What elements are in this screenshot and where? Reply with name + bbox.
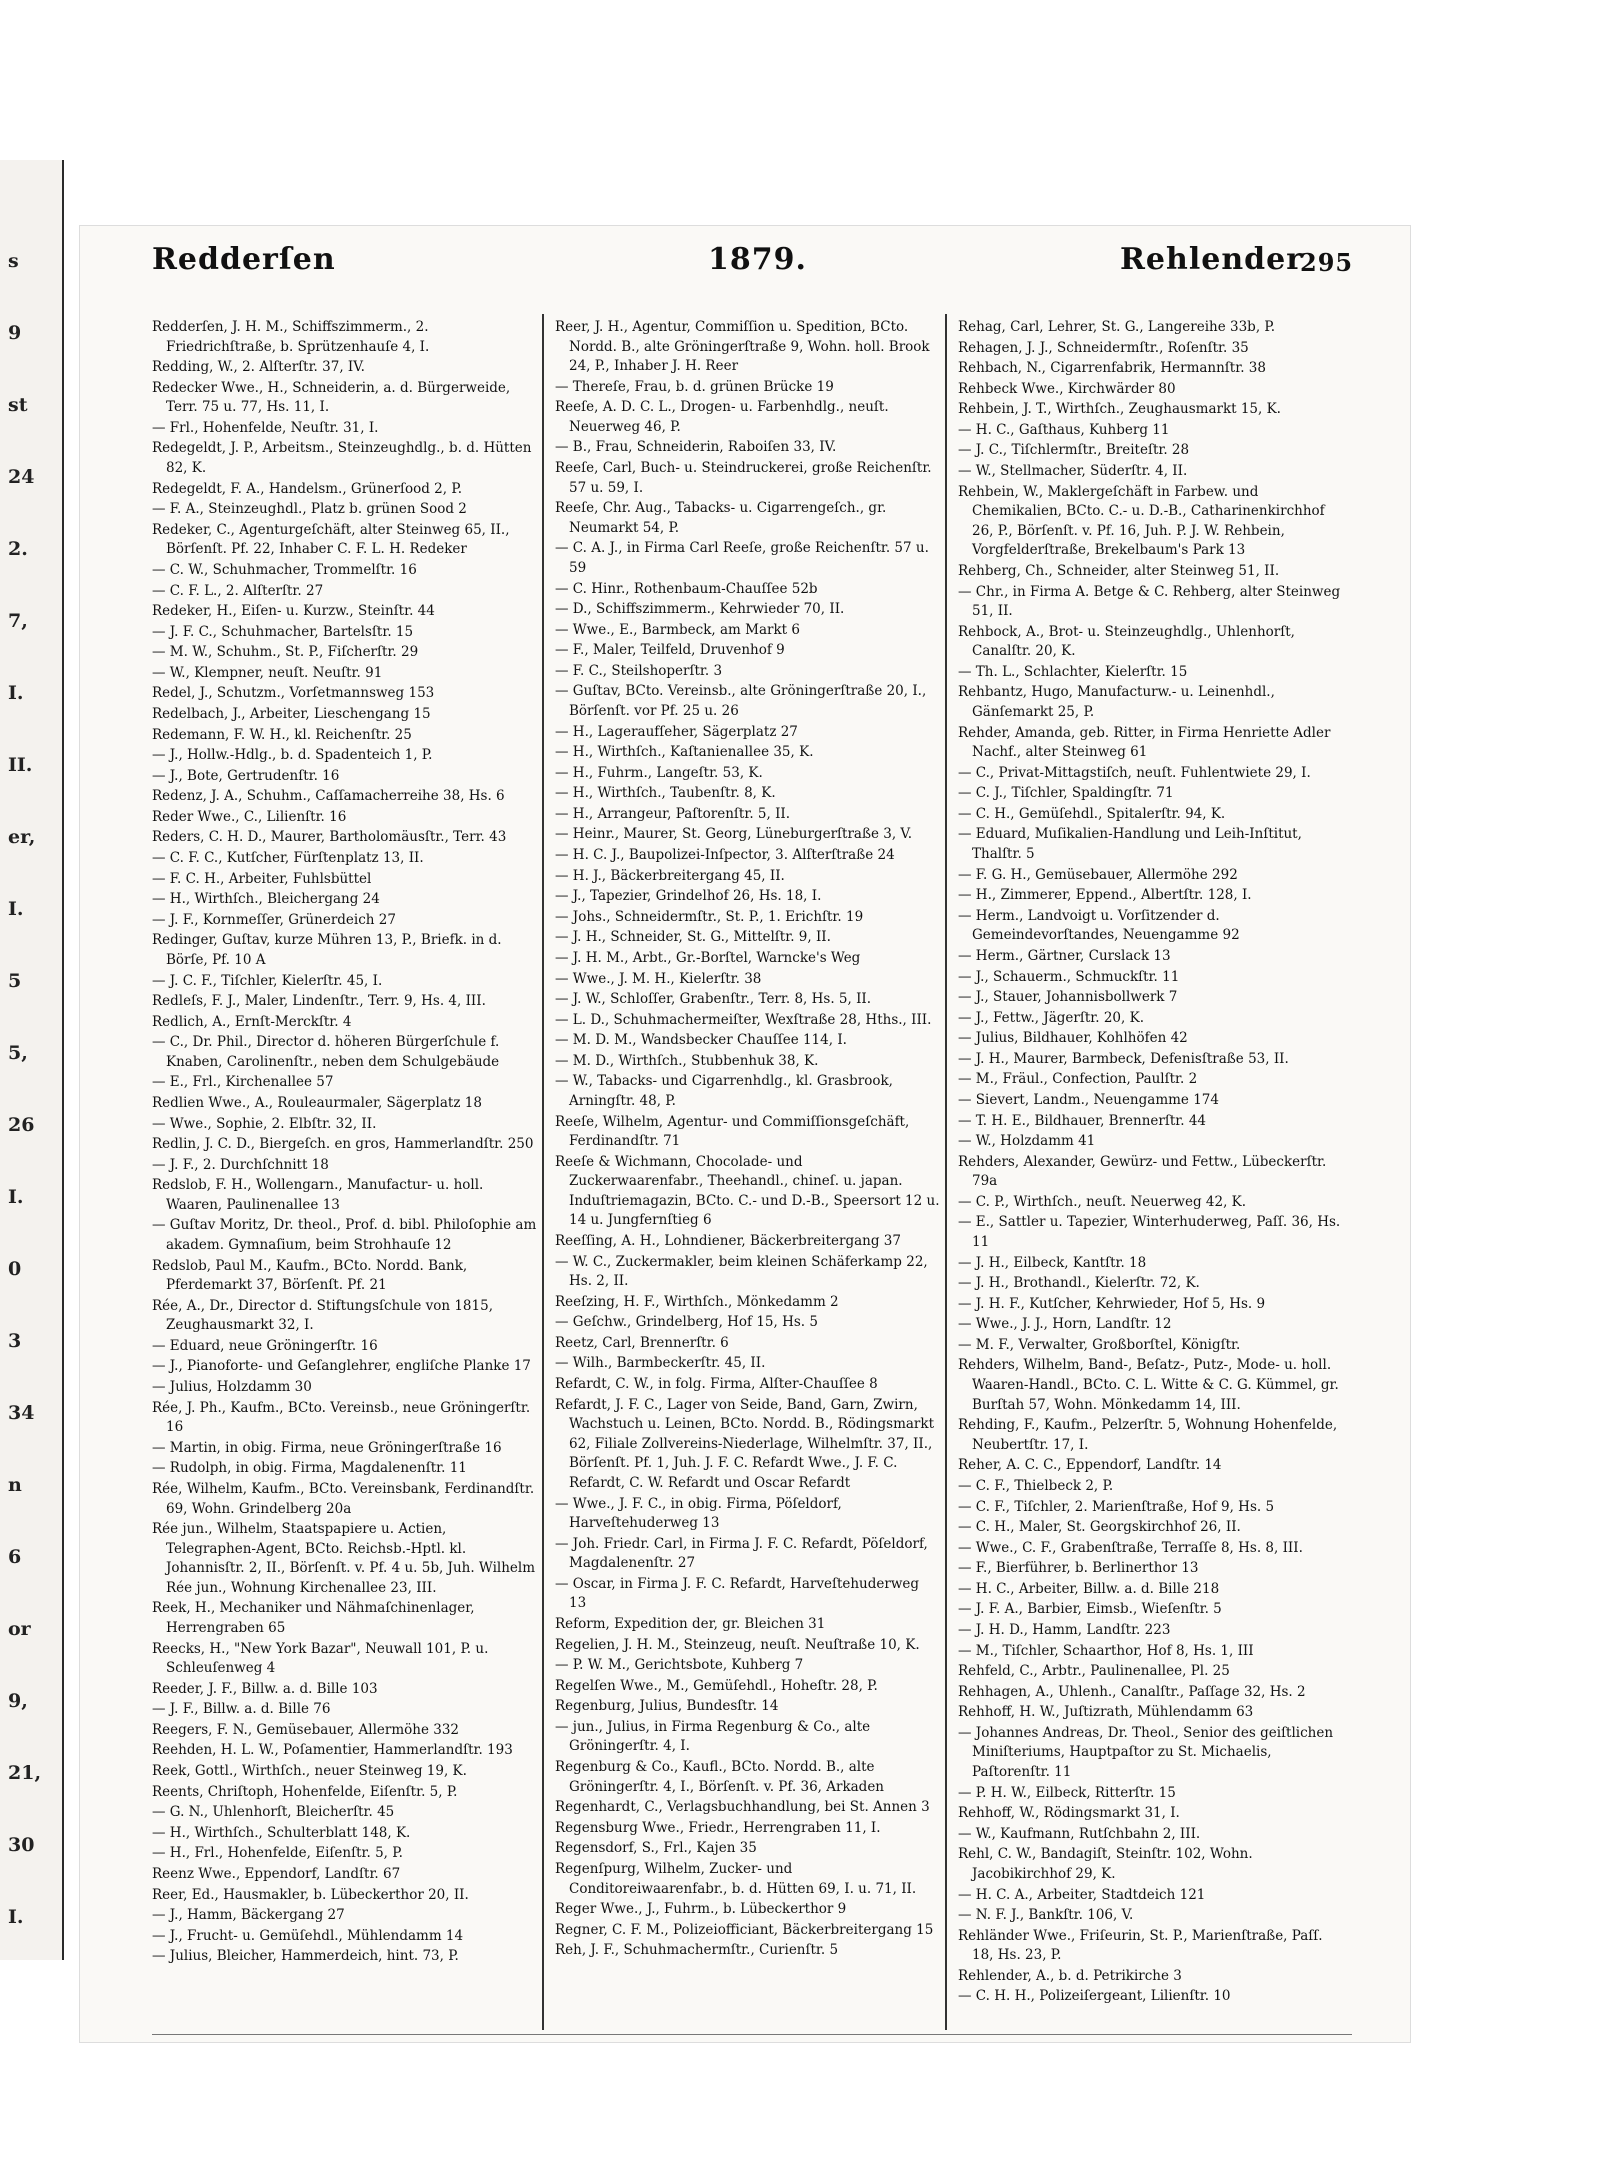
directory-entry: — J. C., Tiſchlermſtr., Breiteſtr. 28 <box>958 442 1190 459</box>
directory-entry: — H., Zimmerer, Eppend., Albertſtr. 128, I. <box>958 887 1252 904</box>
directory-entry: — Wwe., Sophie, 2. Elbſtr. 32, II. <box>152 1115 377 1132</box>
directory-entry: — Rudolph, in obig. Firma, Magdalenenſtr. 11 <box>152 1460 467 1477</box>
directory-entry: — J. F., Kornmeſſer, Grünerdeich 27 <box>152 911 396 928</box>
directory-entry: Reeſe, Wilhelm, Agentur- und Commiſſionsgeſchäft, Ferdinandſtr. 71 <box>555 1113 910 1150</box>
directory-entry: Reger Wwe., J., Fuhrm., b. Lübeckerthor 9 <box>555 1901 847 1918</box>
directory-entry: Rehhagen, A., Uhlenh., Canalſtr., Paſſage 32, Hs. 2 <box>958 1683 1306 1700</box>
directory-entry: — Oscar, in Firma J. F. C. Refardt, Harveſtehuderweg 13 <box>555 1575 920 1612</box>
directory-entry: — C. P., Wirthſch., neuſt. Neuerweg 42, K. <box>958 1193 1247 1210</box>
directory-entry: — D., Schiffszimmerm., Kehrwieder 70, II. <box>555 601 845 618</box>
directory-entry: — Martin, in obig. Firma, neue Gröningerſtraße 16 <box>152 1439 502 1456</box>
directory-entry: — W., Kaufmann, Rutſchbahn 2, III. <box>958 1825 1201 1842</box>
directory-entry: Refardt, C. W., in folg. Firma, Alſter-Chauſſee 8 <box>555 1376 878 1393</box>
edge-fragment: 9, <box>8 1690 28 1712</box>
directory-entry: — M. D. M., Wandsbecker Chauſſee 114, I. <box>555 1032 847 1049</box>
directory-entry: — B., Frau, Schneiderin, Raboiſen 33, IV. <box>555 439 837 456</box>
directory-entry: — Heinr., Maurer, St. Georg, Lüneburgerſtraße 3, V. <box>555 826 913 843</box>
directory-entry: Redlin, J. C. D., Biergeſch. en gros, Hammerlandſtr. 250 <box>152 1136 534 1153</box>
directory-entry: — L. D., Schuhmachermeiſter, Wexſtraße 28, Hths., III. <box>555 1011 932 1028</box>
directory-entry: Rehbock, A., Brot- u. Steinzeughdlg., Uhlenhorſt, Canalſtr. 20, K. <box>958 623 1295 660</box>
directory-entry: — J., Bote, Gertrudenſtr. 16 <box>152 767 340 784</box>
edge-fragment: II. <box>8 754 33 776</box>
directory-entry: — W., Holzdamm 41 <box>958 1133 1096 1150</box>
directory-entry: Regner, C. F. M., Polizeiofficiant, Bäckerbreitergang 15 <box>555 1921 934 1938</box>
directory-entry: — C. H., Maler, St. Georgskirchhof 26, II. <box>958 1519 1241 1536</box>
bottom-rule <box>152 2034 1352 2035</box>
directory-entry: — J., Hamm, Bäckergang 27 <box>152 1907 345 1924</box>
directory-entry: Regensburg Wwe., Friedr., Herrengraben 11, I. <box>555 1819 881 1836</box>
directory-entry: Regensdorf, S., Frl., Kajen 35 <box>555 1840 757 1857</box>
directory-entry: Rehhoff, H. W., Juſtizrath, Mühlendamm 63 <box>958 1704 1254 1721</box>
directory-entry: Regenſpurg, Wilhelm, Zucker- und Conditoreiwaarenfabr., b. d. Hütten 69, I. u. 71, II. <box>555 1860 917 1897</box>
directory-entry: Rée, Wilhelm, Kaufm., BCto. Vereinsbank, Ferdinandſtr. 69, Wohn. Grindelberg 20a <box>152 1480 535 1517</box>
directory-entry: Reform, Expedition der, gr. Bleichen 31 <box>555 1616 826 1632</box>
directory-entry: — J. C. F., Tiſchler, Kielerſtr. 45, I. <box>152 972 383 989</box>
directory-entry: — jun., Julius, in Firma Regenburg & Co., alte Gröningerſtr. 4, I. <box>555 1718 871 1755</box>
directory-entry: Rehbantz, Hugo, Manufacturw.- u. Leinenhdl., Gänſemarkt 25, P. <box>958 684 1275 720</box>
directory-entry: Redslob, Paul M., Kaufm., BCto. Nordd. Bank, Pferdemarkt 37, Börſenſt. Pf. 21 <box>152 1257 468 1294</box>
directory-entry: — F. C., Steilshoperſtr. 3 <box>555 662 723 679</box>
directory-entry: Rehbach, N., Cigarrenfabrik, Hermannſtr. 38 <box>958 360 1266 377</box>
directory-entry: — Geſchw., Grindelberg, Hof 15, Hs. 5 <box>555 1314 818 1331</box>
directory-entry: Reek, Gottl., Wirthſch., neuer Steinweg 19, K. <box>152 1763 467 1780</box>
directory-entry: — Wilh., Barmbeckerſtr. 45, II. <box>555 1355 766 1372</box>
directory-entry: — Chr., in Firma A. Betge & C. Rehberg, alter Steinweg 51, II. <box>958 583 1341 620</box>
directory-entry: Rehders, Alexander, Gewürz- und Fettw., Lübeckerſtr. 79a <box>958 1153 1327 1190</box>
edge-fragment: I. <box>8 1906 24 1928</box>
directory-entry: Reek, H., Mechaniker und Nähmaſchinenlager, Herrengraben 65 <box>152 1600 475 1636</box>
directory-entry: — C. F., Thielbeck 2, P. <box>958 1477 1114 1494</box>
directory-entry: — Julius, Bleicher, Hammerdeich, hint. 73, P. <box>152 1948 459 1965</box>
directory-entry: — C. H. H., Polizeiſergeant, Lilienſtr. 10 <box>958 1988 1231 2005</box>
directory-entry: — J. H. D., Hamm, Landſtr. 223 <box>958 1622 1171 1638</box>
directory-entry: — Th. L., Schlachter, Kielerſtr. 15 <box>958 663 1188 680</box>
directory-entry: — C., Privat-Mittagstiſch, neuſt. Fuhlentwiete 29, I. <box>958 764 1311 781</box>
edge-fragment: st <box>8 394 28 416</box>
directory-entry: — Herm., Landvoigt u. Vorſitzender d. Gemeindevorſtandes, Neuengamme 92 <box>958 907 1240 944</box>
directory-entry: Regenburg & Co., Kaufl., BCto. Nordd. B., alte Gröningerſtr. 4, I., Börſenſt. v. Pf. 36, Arkaden <box>555 1759 885 1795</box>
directory-entry: Redding, W., 2. Alſterſtr. 37, IV. <box>152 359 365 376</box>
directory-entry: — J. F. C., Schuhmacher, Bartelsſtr. 15 <box>152 623 414 640</box>
directory-entry: — Eduard, Muſikalien-Handlung und Leih-Inſtitut, Thalſtr. 5 <box>958 826 1302 863</box>
edge-fragment: 9 <box>8 322 22 344</box>
directory-entry: Reeſſing, A. H., Lohndiener, Bäckerbreitergang 37 <box>555 1233 901 1250</box>
directory-entry: Reegers, F. N., Gemüsebauer, Allermöhe 332 <box>152 1721 460 1738</box>
directory-entry: — Sievert, Landm., Neuengamme 174 <box>958 1091 1219 1108</box>
directory-entry: — F., Bierführer, b. Berlinerthor 13 <box>958 1560 1199 1577</box>
directory-entry: Rehbeck Wwe., Kirchwärder 80 <box>958 380 1176 397</box>
directory-entry: Reher, A. C. C., Eppendorf, Landſtr. 14 <box>958 1457 1222 1474</box>
running-head-right: Rehlender <box>1120 242 1303 277</box>
directory-entry: Redleſs, F. J., Maler, Lindenſtr., Terr. 9, Hs. 4, III. <box>152 993 486 1010</box>
directory-entry: Reeſe, A. D. C. L., Drogen- u. Farbenhdlg., neuſt. Neuerweg 46, P. <box>555 399 889 435</box>
directory-entry: — J. F., 2. Durchſchnitt 18 <box>152 1156 329 1173</box>
directory-entry: Rée, A., Dr., Director d. Stiftungsſchule von 1815, Zeughausmarkt 32, I. <box>152 1297 493 1334</box>
edge-fragment: n <box>8 1474 22 1496</box>
directory-entry: Rée jun., Wilhelm, Staatspapiere u. Actien, Telegraphen-Agent, BCto. Reichsb.-Hptl. kl. Johannisſtr. 2, II., Börſenſt. v. Pf. 4 u. 5b, Juh. Wilhelm Rée jun., Wohnung Kirchenallee 23, III. <box>152 1521 536 1596</box>
directory-entry: — H., Wirthſch., Bleichergang 24 <box>152 891 380 908</box>
directory-entry: Reeſe, Chr. Aug., Tabacks- u. Cigarrengeſch., gr. Neumarkt 54, P. <box>555 500 887 536</box>
directory-entry: — J., Hollw.-Hdlg., b. d. Spadenteich 1, P. <box>152 747 433 764</box>
directory-entry: Redeker, H., Eiſen- u. Kurzw., Steinſtr. 44 <box>152 603 435 620</box>
column-divider <box>945 314 947 2030</box>
directory-entry: Rehbein, J. T., Wirthſch., Zeughausmarkt 15, K. <box>958 401 1281 418</box>
edge-fragment: 24 <box>8 466 35 488</box>
directory-entry: — C. J., Tiſchler, Spaldingſtr. 71 <box>958 785 1174 802</box>
column-divider <box>542 314 544 2030</box>
directory-entry: Rehberg, Ch., Schneider, alter Steinweg 51, II. <box>958 562 1280 579</box>
directory-entry: — J. F. A., Barbier, Eimsb., Wieſenſtr. 5 <box>958 1601 1222 1618</box>
directory-entry: Reenz Wwe., Eppendorf, Landſtr. 67 <box>152 1865 401 1882</box>
directory-entry: — Herm., Gärtner, Curslack 13 <box>958 947 1171 964</box>
directory-entry: — Thereſe, Frau, b. d. grünen Brücke 19 <box>555 378 834 395</box>
directory-entry: — Guſtav Moritz, Dr. theol., Prof. d. bibl. Philoſophie am akadem. Gymnaſium, beim Strohhauſe 12 <box>152 1217 537 1254</box>
directory-entry: Redderſen, J. H. M., Schiffszimmerm., 2. Friedrichſtraße, b. Sprützenhauſe 4, I. <box>152 319 430 355</box>
directory-entry: Redel, J., Schutzm., Vorſetmannsweg 153 <box>152 685 435 702</box>
directory-entry: — Guſtav, BCto. Vereinsb., alte Gröningerſtraße 20, I., Börſenſt. vor Pf. 25 u. 26 <box>555 683 927 719</box>
directory-entry: Rehders, Wilhelm, Band-, Beſatz-, Putz-, Mode- u. holl. Waaren-Handl., BCto. C. L. Witte & C. G. Kümmel, gr. Burſtah 57, Wohn. Mönkedamm 14, III. <box>958 1357 1339 1413</box>
directory-entry: — H. J., Bäckerbreitergang 45, II. <box>555 867 785 884</box>
directory-entry: Refardt, J. F. C., Lager von Seide, Band, Garn, Zwirn, Wachstuch u. Leinen, BCto. Nordd. B., Rödingsmarkt 62, Filiale Zollvereins-Niederlage, Wilhelmſtr. 37, II., Börſenſt. Pf. 1, Juh. J. F. C. Refardt Wwe., J. F. C. Refardt, C. W. Refardt und Oscar Refardt <box>555 1396 934 1491</box>
directory-entry: — J., Schauerm., Schmuckſtr. 11 <box>958 968 1180 985</box>
directory-entry: — F., Maler, Teilfeld, Druvenhof 9 <box>555 642 785 659</box>
directory-entry: Regenhardt, C., Verlagsbuchhandlung, bei St. Annen 3 <box>555 1799 930 1816</box>
directory-entry: Reer, Ed., Hausmakler, b. Lübeckerthor 20, II. <box>152 1886 469 1903</box>
directory-entry: — Julius, Bildhauer, Kohlhöfen 42 <box>958 1030 1188 1047</box>
directory-entry: — Johannes Andreas, Dr. Theol., Senior des geiſtlichen Miniſteriums, Hauptpaſtor zu St. Michaelis, Paſtorenſtr. 11 <box>958 1724 1334 1781</box>
directory-entry: — J. H. M., Arbt., Gr.-Borſtel, Warncke's Weg <box>555 949 861 966</box>
directory-column-2 <box>555 318 940 2030</box>
directory-entry: — G. N., Uhlenhorſt, Bleicherſtr. 45 <box>152 1804 395 1821</box>
directory-entry: Rehhoff, W., Rödingsmarkt 31, I. <box>958 1805 1180 1822</box>
directory-entry: — J. H., Brothandl., Kielerſtr. 72, K. <box>958 1275 1200 1292</box>
edge-fragment: I. <box>8 682 24 704</box>
directory-column-3 <box>958 318 1343 2030</box>
adjacent-page-edge <box>0 160 64 1960</box>
directory-entry: Redinger, Guſtav, kurze Mühren 13, P., Briefk. in d. Börſe, Pf. 10 A <box>152 932 502 968</box>
directory-entry: — J., Frucht- u. Gemüſehdl., Mühlendamm 14 <box>152 1927 464 1944</box>
directory-entry: Reents, Chriſtoph, Hohenfelde, Eiſenſtr. 5, P. <box>152 1783 458 1800</box>
running-head-year: 1879. <box>708 242 807 277</box>
page-number: 295 <box>1300 248 1354 277</box>
directory-entry: — M., Fräul., Confection, Paulſtr. 2 <box>958 1071 1198 1088</box>
edge-fragment: er, <box>8 826 36 848</box>
edge-fragment: 26 <box>8 1114 35 1136</box>
directory-entry: — J. H., Maurer, Barmbeck, Defenisſtraße 53, II. <box>958 1050 1289 1067</box>
directory-entry: — C. Hinr., Rothenbaum-Chauſſee 52b <box>555 580 818 597</box>
directory-entry: — Wwe., E., Barmbeck, am Markt 6 <box>555 621 800 638</box>
directory-entry: — P. H. W., Eilbeck, Ritterſtr. 15 <box>958 1784 1176 1801</box>
directory-entry: — C. H., Gemüſehdl., Spitalerſtr. 94, K. <box>958 805 1226 822</box>
directory-entry: Redegeldt, F. A., Handelsm., Grünerſood 2, P. <box>152 480 462 497</box>
directory-entry: Reehden, H. L. W., Poſamentier, Hammerlandſtr. 193 <box>152 1742 513 1759</box>
directory-entry: — N. F. J., Bankſtr. 106, V. <box>958 1907 1134 1924</box>
directory-entry: — J., Fettw., Jägerſtr. 20, K. <box>958 1009 1144 1026</box>
directory-entry: Rehlender, A., b. d. Petrikirche 3 <box>958 1967 1182 1984</box>
directory-entry: — W., Klempner, neuſt. Neuſtr. 91 <box>152 664 383 681</box>
directory-entry: — M. F., Verwalter, Großborſtel, Königſtr. <box>958 1336 1241 1353</box>
directory-entry: — Joh. Friedr. Carl, in Firma J. F. C. Refardt, Pöſeldorf, Magdalenenſtr. 27 <box>555 1535 928 1572</box>
directory-entry: — W., Tabacks- und Cigarrenhdlg., kl. Grasbrook, Arningſtr. 48, P. <box>555 1073 893 1109</box>
directory-entry: Redelbach, J., Arbeiter, Lieschengang 15 <box>152 705 431 722</box>
directory-entry: Rehbein, W., Maklergeſchäft in Farbew. und Chemikalien, BCto. C.- u. D.-B., Catharinenkirchhof 26, P., Börſenſt. v. Pf. 16, Juh. P. J. W. Rehbein, Vorgfelderſtraße, Brekelbaum's Park 13 <box>958 483 1325 559</box>
directory-entry: — J. H., Eilbeck, Kantſtr. 18 <box>958 1254 1147 1271</box>
directory-entry: Reeſzing, H. F., Wirthſch., Mönkedamm 2 <box>555 1293 839 1310</box>
directory-entry: — F. C. H., Arbeiter, Fuhlsbüttel <box>152 870 372 887</box>
edge-fragment: I. <box>8 1186 24 1208</box>
directory-entry: — C., Dr. Phil., Director d. höheren Bürgerſchule f. Knaben, Carolinenſtr., neben dem Schulgebäude <box>152 1034 500 1070</box>
edge-fragment: 5 <box>8 970 22 992</box>
directory-entry: — J. F., Billw. a. d. Bille 76 <box>152 1701 331 1718</box>
directory-entry: Redenz, J. A., Schuhm., Caſſamacherreihe 38, Hs. 6 <box>152 788 505 805</box>
edge-fragment: 2. <box>8 538 28 560</box>
directory-entry: Reer, J. H., Agentur, Commiſſion u. Spedition, BCto. Nordd. B., alte Gröningerſtraße 9, Wohn. holl. Brook 24, P., Inhaber J. H. Reer <box>555 319 930 375</box>
directory-entry: Redslob, F. H., Wollengarn., Manufactur- u. holl. Waaren, Paulinenallee 13 <box>152 1177 484 1213</box>
directory-entry: — F. G. H., Gemüsebauer, Allermöhe 292 <box>958 866 1238 883</box>
directory-entry: — Wwe., C. F., Grabenſtraße, Terraſſe 8, Hs. 8, III. <box>958 1539 1303 1556</box>
directory-entry: Reh, J. F., Schuhmachermſtr., Curienſtr. 5 <box>555 1942 839 1959</box>
directory-entry: Redecker Wwe., H., Schneiderin, a. d. Bürgerweide, Terr. 75 u. 77, Hs. 11, I. <box>152 379 511 416</box>
directory-entry: Reeſe & Wichmann, Chocolade- und Zuckerwaarenfabr., Theehandl., chineſ. u. japan. Induſtriemagazin, BCto. C.- und D.-B., Speersort 12 u. 14 u. Jungfernſtieg 6 <box>555 1153 940 1229</box>
directory-entry: — P. W. M., Gerichtsbote, Kuhberg 7 <box>555 1657 804 1674</box>
directory-entry: — M. D., Wirthſch., Stubbenhuk 38, K. <box>555 1052 819 1069</box>
directory-entry: — H. C., Gaſthaus, Kuhberg 11 <box>958 421 1170 438</box>
directory-entry: — T. H. E., Bildhauer, Brennerſtr. 44 <box>958 1112 1207 1129</box>
edge-fragment: 0 <box>8 1258 22 1280</box>
directory-entry: Rehfeld, C., Arbtr., Paulinenallee, Pl. 25 <box>958 1663 1230 1680</box>
edge-fragment: 30 <box>8 1834 35 1856</box>
directory-entry: — H., Wirthſch., Taubenſtr. 8, K. <box>555 785 776 802</box>
directory-entry: Reder Wwe., C., Lilienſtr. 16 <box>152 808 347 825</box>
directory-entry: — F. A., Steinzeughdl., Platz b. grünen Sood 2 <box>152 501 467 518</box>
directory-entry: — C. W., Schuhmacher, Trommelſtr. 16 <box>152 561 417 578</box>
directory-entry: Rehder, Amanda, geb. Ritter, in Firma Henriette Adler Nachf., alter Steinweg 61 <box>958 724 1331 761</box>
directory-entry: — J., Pianoforte- und Geſanglehrer, engliſche Planke 17 <box>152 1358 531 1375</box>
directory-entry: Redlich, A., Ernſt-Merckſtr. 4 <box>152 1013 352 1030</box>
directory-entry: — C. F. L., 2. Alſterſtr. 27 <box>152 582 324 599</box>
directory-entry: — J. H. F., Kutſcher, Kehrwieder, Hof 5, Hs. 9 <box>958 1295 1266 1312</box>
edge-fragment: 5, <box>8 1042 28 1064</box>
directory-entry: Reders, C. H. D., Maurer, Bartholomäusſtr., Terr. 43 <box>152 829 507 846</box>
edge-fragment: I. <box>8 898 24 920</box>
directory-entry: — Eduard, neue Gröningerſtr. 16 <box>152 1337 378 1354</box>
directory-entry: Redegeldt, J. P., Arbeitsm., Steinzeughdlg., b. d. Hütten 82, K. <box>152 440 532 477</box>
directory-entry: — H., Wirthſch., Kaſtanienallee 35, K. <box>555 744 814 761</box>
edge-fragment: 3 <box>8 1330 22 1352</box>
running-head-left: Redderſen <box>152 242 336 277</box>
directory-entry: Redeker, C., Agenturgeſchäft, alter Steinweg 65, II., Börſenſt. Pf. 22, Inhaber C. F. L. H. Redeker <box>152 521 510 558</box>
directory-entry: Redlien Wwe., A., Rouleaurmaler, Sägerplatz 18 <box>152 1094 482 1111</box>
directory-page <box>80 226 1410 2042</box>
directory-entry: Reeder, J. F., Billw. a. d. Bille 103 <box>152 1680 378 1697</box>
directory-entry: — E., Frl., Kirchenallee 57 <box>152 1074 334 1091</box>
directory-entry: Rehag, Carl, Lehrer, St. G., Langereihe 33b, P. <box>958 319 1276 335</box>
directory-entry: Reetz, Carl, Brennerſtr. 6 <box>555 1334 729 1351</box>
directory-entry: — Wwe., J. J., Horn, Landſtr. 12 <box>958 1316 1172 1333</box>
directory-entry: — E., Sattler u. Tapezier, Winterhuderweg, Paſſ. 36, Hs. 11 <box>958 1214 1341 1251</box>
directory-entry: Rehagen, J. J., Schneidermſtr., Roſenſtr. 35 <box>958 339 1249 356</box>
directory-entry: — J., Stauer, Johannisbollwerk 7 <box>958 989 1178 1006</box>
directory-entry: — Johs., Schneidermſtr., St. P., 1. Erichſtr. 19 <box>555 908 864 925</box>
edge-fragment: 21, <box>8 1762 42 1784</box>
directory-entry: — Julius, Holzdamm 30 <box>152 1379 312 1396</box>
directory-entry: Reeſe, Carl, Buch- u. Steindruckerei, große Reichenſtr. 57 u. 59, I. <box>555 460 932 496</box>
directory-entry: — J., Tapezier, Grindelhof 26, Hs. 18, I. <box>555 888 822 905</box>
directory-entry: — M., Tiſchler, Schaarthor, Hof 8, Hs. 1, III <box>958 1642 1254 1659</box>
directory-entry: — J. H., Schneider, St. G., Mittelſtr. 9, II. <box>555 929 831 946</box>
directory-entry: — H., Frl., Hohenfelde, Eiſenſtr. 5, P. <box>152 1845 403 1862</box>
directory-entry: — C. F. C., Kutſcher, Fürſtenplatz 13, II. <box>152 850 424 867</box>
directory-entry: — J. W., Schloſſer, Grabenſtr., Terr. 8, Hs. 5, II. <box>555 991 872 1008</box>
directory-entry: Reecks, H., "New York Bazar", Neuwall 101, P. u. Schleuſenweg 4 <box>152 1640 489 1677</box>
directory-entry: Redemann, F. W. H., kl. Reichenſtr. 25 <box>152 726 412 743</box>
edge-fragment: 6 <box>8 1546 22 1568</box>
directory-entry: — C. F., Tiſchler, 2. Marienſtraße, Hof 9, Hs. 5 <box>958 1498 1275 1515</box>
directory-entry: — H., Wirthſch., Schulterblatt 148, K. <box>152 1824 411 1841</box>
edge-fragment: 34 <box>8 1402 35 1424</box>
edge-fragment: s <box>8 250 19 272</box>
directory-entry: — M. W., Schuhm., St. P., Fiſcherſtr. 29 <box>152 644 419 661</box>
directory-entry: Regenburg, Julius, Bundesſtr. 14 <box>555 1698 779 1715</box>
directory-entry: — H. C. A., Arbeiter, Stadtdeich 121 <box>958 1886 1206 1903</box>
directory-entry: — H. C., Arbeiter, Billw. a. d. Bille 218 <box>958 1580 1220 1597</box>
edge-fragment: 7, <box>8 610 28 632</box>
directory-entry: Rehding, F., Kaufm., Pelzerſtr. 5, Wohnung Hohenfelde, Neubertſtr. 17, I. <box>958 1417 1338 1453</box>
directory-entry: — H., Arrangeur, Paſtorenſtr. 5, II. <box>555 805 791 822</box>
directory-entry: Regelien, J. H. M., Steinzeug, neuſt. Neuſtraße 10, K. <box>555 1636 920 1653</box>
directory-entry: Rée, J. Ph., Kaufm., BCto. Vereinsb., neue Gröningerſtr. 16 <box>152 1399 531 1436</box>
directory-entry: — H. C. J., Baupolizei-Inſpector, 3. Alſterſtraße 24 <box>555 847 895 864</box>
directory-entry: — Frl., Hohenfelde, Neuſtr. 31, I. <box>152 419 379 436</box>
directory-entry: Regelſen Wwe., M., Gemüſehdl., Hoheſtr. 28, P. <box>555 1677 878 1694</box>
directory-entry: — Wwe., J. M. H., Kielerſtr. 38 <box>555 970 762 987</box>
directory-entry: Rehl, C. W., Bandagiſt, Steinſtr. 102, Wohn. Jacobikirchhof 29, K. <box>958 1846 1253 1882</box>
directory-entry: — H., Lageraufſeher, Sägerplatz 27 <box>555 723 798 740</box>
edge-fragment: or <box>8 1618 31 1640</box>
directory-entry: — W. C., Zuckermakler, beim kleinen Schäferkamp 22, Hs. 2, II. <box>555 1253 928 1290</box>
directory-entry: — H., Fuhrm., Langeſtr. 53, K. <box>555 764 763 781</box>
directory-entry: — Wwe., J. F. C., in obig. Firma, Pöſeldorf, Harveſtehuderweg 13 <box>555 1495 842 1532</box>
directory-entry: Rehländer Wwe., Friſeurin, St. P., Marienſtraße, Paſſ. 18, Hs. 23, P. <box>958 1927 1323 1964</box>
directory-entry: — C. A. J., in Firma Carl Reeſe, große Reichenſtr. 57 u. 59 <box>555 540 929 576</box>
directory-entry: — W., Stellmacher, Süderſtr. 4, II. <box>958 463 1188 480</box>
directory-column-1 <box>152 318 537 2030</box>
